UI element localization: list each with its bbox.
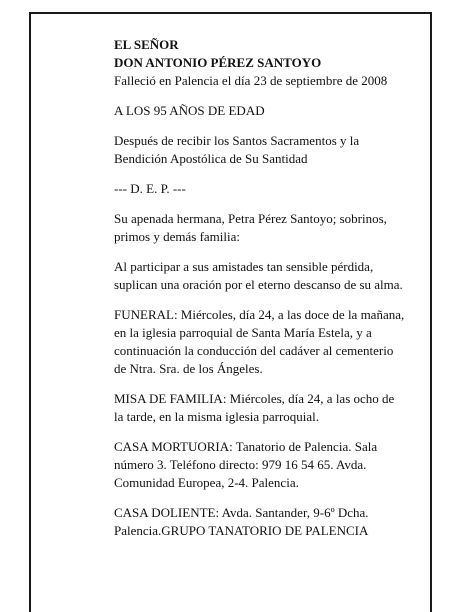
family-mass-details: MISA DE FAMILIA: Miércoles, día 24, a las ocho de la tarde, en la misma iglesia parroquial. bbox=[114, 391, 395, 424]
deceased-name: DON ANTONIO PÉREZ SANTOYO bbox=[114, 55, 322, 70]
death-statement: Falleció en Palencia el día 23 de septiembre de 2008 bbox=[114, 73, 388, 88]
age-statement: A LOS 95 AÑOS DE EDAD bbox=[114, 103, 265, 118]
family-statement: Su apenada hermana, Petra Pérez Santoyo; sobrinos, primos y demás familia: bbox=[114, 211, 387, 244]
deceased-title: EL SEÑOR bbox=[114, 37, 179, 52]
funeral-details: FUNERAL: Miércoles, día 24, a las doce de la mañana, en la iglesia parroquial de Santa María Estela, y a continuación la conducción del cadáver al cementerio de Ntra. Sra. de los Ángeles. bbox=[114, 307, 405, 376]
mortuary-details: CASA MORTUORIA: Tanatorio de Palencia. Sala número 3. Teléfono directo: 979 16 54 65. Avda. Comunidad Europea, 2-4. Palencia. bbox=[114, 439, 378, 490]
obituary-notice bbox=[114, 36, 414, 540]
mourning-house-details: CASA DOLIENTE: Avda. Santander, 9-6º Dcha. Palencia.GRUPO TANATORIO DE PALENCIA bbox=[114, 505, 369, 538]
prayer-request: Al participar a sus amistades tan sensible pérdida, suplican una oración por el eterno descanso de su alma. bbox=[114, 259, 403, 292]
rip-line: --- D. E. P. --- bbox=[114, 181, 186, 196]
sacraments-statement: Después de recibir los Santos Sacramentos y la Bendición Apostólica de Su Santidad bbox=[114, 133, 360, 166]
